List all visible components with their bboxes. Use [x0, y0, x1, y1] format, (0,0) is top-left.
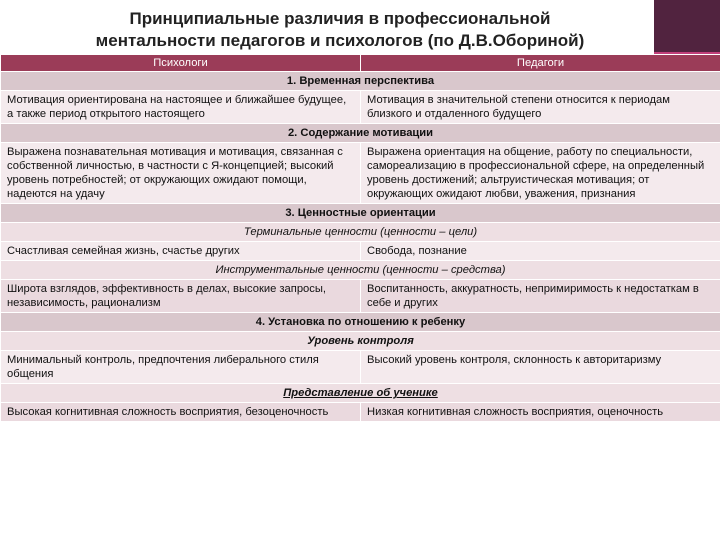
- table-row: [1, 403, 720, 422]
- subsection-header: [1, 261, 720, 280]
- cell-psychologists: Минимальный контроль, предпочтения либерального стиля общения: [1, 351, 361, 384]
- section-title-motivation: 2. Содержание мотивации: [1, 124, 720, 143]
- cell-teachers: Высокий уровень контроля, склонность к авторитаризму: [361, 351, 720, 384]
- section-header: [1, 124, 720, 143]
- section-title-attitude: 4. Установка по отношению к ребенку: [1, 313, 720, 332]
- column-header-teachers: Педагоги: [361, 55, 720, 72]
- cell-psychologists: Выражена познавательная мотивация и мотивация, связанная с собственной личностью, в частности с Я-концепцией; высокий уровень потребностей; от окружающих ожидают помощи, надеются на удачу: [1, 143, 361, 204]
- subsection-title-student: [1, 384, 720, 403]
- section-header: [1, 204, 720, 223]
- cell-psychologists: Широта взглядов, эффективность в делах, высокие запросы, независимость, рационализм: [1, 280, 361, 313]
- page-title: [40, 8, 640, 52]
- section-header: [1, 313, 720, 332]
- corner-decoration: [654, 0, 720, 52]
- table-row: [1, 280, 720, 313]
- subsection-title-instrumental: Инструментальные ценности (ценности – средства): [1, 261, 720, 280]
- subsection-title-control: Уровень контроля: [1, 332, 720, 351]
- section-header: [1, 72, 720, 91]
- comparison-table: [0, 54, 720, 422]
- cell-psychologists: Счастливая семейная жизнь, счастье других: [1, 242, 361, 261]
- table-row: [1, 91, 720, 124]
- section-title-time: 1. Временная перспектива: [1, 72, 720, 91]
- subsection-title-terminal: Терминальные ценности (ценности – цели): [1, 223, 720, 242]
- cell-teachers: Свобода, познание: [361, 242, 720, 261]
- subsection-title-student-text: Представление об ученике: [283, 387, 438, 399]
- table-header: [1, 55, 720, 72]
- subsection-header: [1, 384, 720, 403]
- table-row: [1, 351, 720, 384]
- cell-teachers: Мотивация в значительной степени относится к периодам близкого и отдаленного будущего: [361, 91, 720, 124]
- cell-psychologists: Высокая когнитивная сложность восприятия, безоценочность: [1, 403, 361, 422]
- title-line-2: ментальности педагогов и психологов (по Д.В.Обориной): [95, 31, 585, 50]
- section-title-values: 3. Ценностные ориентации: [1, 204, 720, 223]
- column-header-psychologists: Психологи: [1, 55, 361, 72]
- table-row: [1, 242, 720, 261]
- subsection-header: [1, 332, 720, 351]
- subsection-header: [1, 223, 720, 242]
- cell-teachers: Низкая когнитивная сложность восприятия, оценочность: [361, 403, 720, 422]
- cell-teachers: Воспитанность, аккуратность, непримиримость к недостаткам в себе и других: [361, 280, 720, 313]
- cell-psychologists: Мотивация ориентирована на настоящее и ближайшее будущее, а также период открытого настоящего: [1, 91, 361, 124]
- cell-teachers: Выражена ориентация на общение, работу по специальности, самореализацию в профессиональной сфере, на определенный уровень достижений; альтруистическая мотивация; от окружающих ожидают любви, уважения, признания: [361, 143, 720, 204]
- table-row: [1, 143, 720, 204]
- title-line-1: Принципиальные различия в профессиональной: [129, 9, 551, 28]
